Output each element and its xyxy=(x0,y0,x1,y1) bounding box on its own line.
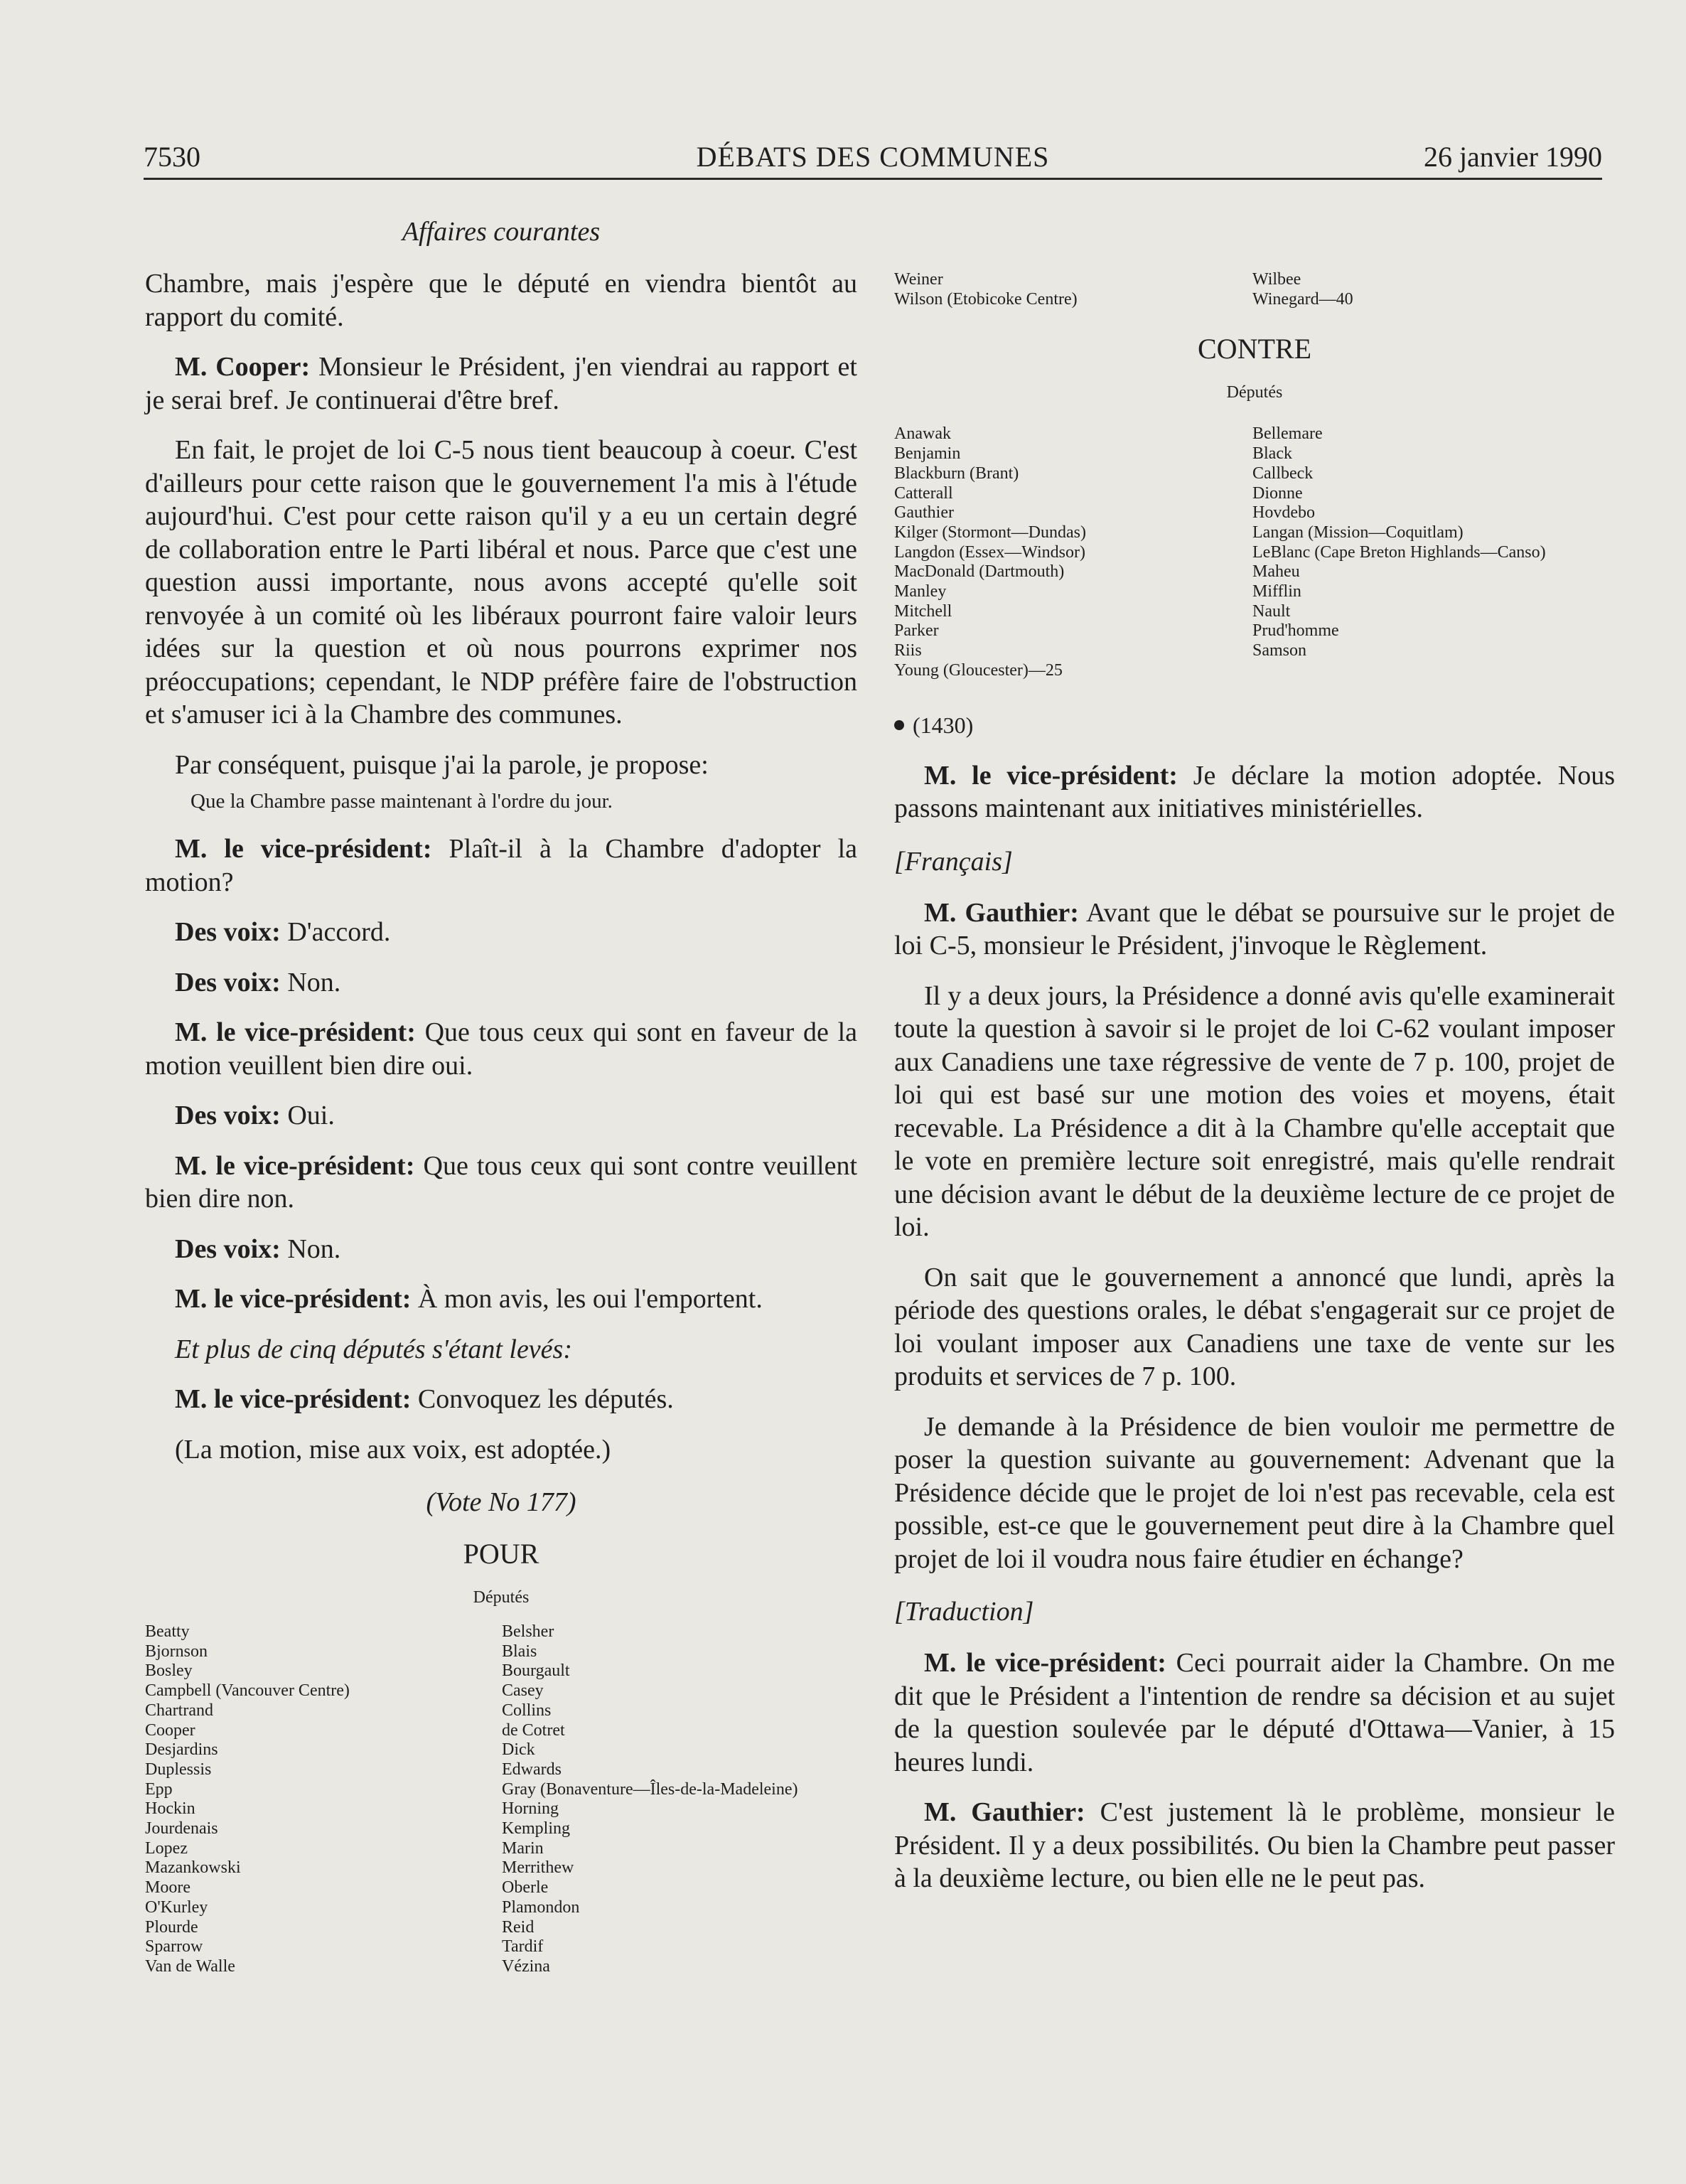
member-name: Blais xyxy=(502,1642,537,1661)
member-name: Epp xyxy=(145,1779,173,1799)
member-name: Sparrow xyxy=(145,1937,203,1956)
speaker-name: Des voix: xyxy=(175,1101,281,1130)
speech-paragraph xyxy=(894,1647,1615,1779)
name-column xyxy=(502,1622,798,1977)
paragraph: Par conséquent, puisque j'ai la parole, je propose: xyxy=(175,749,709,780)
member-name: Collins xyxy=(502,1701,552,1720)
speech-paragraph xyxy=(145,1283,857,1316)
speaker-name: M. le vice-président: xyxy=(175,1284,412,1314)
speaker-name: M. le vice-président: xyxy=(175,834,432,864)
name-column xyxy=(1252,424,1546,680)
member-name: Blackburn (Brant) xyxy=(894,464,1019,483)
member-name: de Cotret xyxy=(502,1720,565,1740)
header-rule xyxy=(144,178,1602,180)
member-name: Gray (Bonaventure—Îles-de-la-Madeleine) xyxy=(502,1779,798,1799)
member-name: Dionne xyxy=(1252,483,1303,503)
speaker-name: M. le vice-président: xyxy=(175,1150,415,1181)
member-name: Manley xyxy=(894,582,947,601)
member-name: Casey xyxy=(502,1681,544,1701)
member-name: Bjornson xyxy=(145,1642,208,1661)
member-name: Tardif xyxy=(502,1937,544,1956)
vote-pour-heading: POUR xyxy=(463,1538,539,1570)
member-name: Desjardins xyxy=(145,1740,218,1760)
publication-title: DÉBATS DES COMMUNES xyxy=(696,141,1050,173)
member-name: Plamondon xyxy=(502,1897,580,1917)
member-name: Wilson (Etobicoke Centre) xyxy=(894,289,1078,309)
member-name: Mifflin xyxy=(1252,582,1301,601)
member-name: Merrithew xyxy=(502,1858,574,1878)
member-name: Hockin xyxy=(145,1799,195,1819)
member-name: Beatty xyxy=(145,1622,190,1641)
speech-text: Que tous ceux qui sont en faveur de la motion veuillent bien dire oui. xyxy=(145,1017,857,1081)
member-name: Bourgault xyxy=(502,1661,570,1681)
member-name: MacDonald (Dartmouth) xyxy=(894,562,1065,582)
speech-text: D'accord. xyxy=(280,917,391,947)
speech-paragraph xyxy=(145,350,857,417)
speaker-name: M. le vice-président: xyxy=(175,1017,416,1047)
member-name: Reid xyxy=(502,1917,535,1937)
member-name: Benjamin xyxy=(894,444,961,464)
member-name: Callbeck xyxy=(1252,464,1314,483)
member-name: Langdon (Essex—Windsor) xyxy=(894,542,1085,562)
speaker-name: M. Gauthier: xyxy=(924,897,1079,928)
name-column xyxy=(894,270,1252,309)
member-name: Plourde xyxy=(145,1917,198,1937)
paragraph: Il y a deux jours, la Présidence a donné avis qu'elle examinerait toute la question à savoir si le projet de loi C-62 voulant imposer aux Canadiens une taxe régressive de vente de 7 p. 100, projet de loi qui est basé sur une motion des voies et moyens, était recevable. La Présidence a dit à la Chambre qu'elle acceptait que le vote en première lecture soit enregistré, mais qu'elle rendrait une décision avant le début de la deuxième lecture de ce projet de loi. xyxy=(894,980,1615,1243)
timestamp-text: (1430) xyxy=(913,712,974,738)
member-name: Winegard—40 xyxy=(1252,289,1353,309)
member-name: Gauthier xyxy=(894,503,954,523)
member-name: Bellemare xyxy=(1252,424,1323,444)
speaker-name: Des voix: xyxy=(175,967,281,997)
member-name: Belsher xyxy=(502,1622,554,1641)
name-column xyxy=(1252,270,1353,309)
running-header xyxy=(144,139,1602,182)
pour-name-list-continued xyxy=(894,270,1615,309)
member-name: Van de Walle xyxy=(145,1956,235,1976)
speaker-name: M. le vice-président: xyxy=(924,1648,1166,1679)
member-name: Edwards xyxy=(502,1760,562,1779)
speaker-name: Des voix: xyxy=(175,917,281,947)
speech-text: Je déclare la motion adoptée. Nous passons maintenant aux initiatives ministérielles. xyxy=(894,760,1615,824)
speech-text: Plaît-il à la Chambre d'adopter la motion? xyxy=(145,834,857,897)
member-name: Cooper xyxy=(145,1720,195,1740)
member-name: Kilger (Stormont—Dundas) xyxy=(894,523,1086,542)
member-name: Mazankowski xyxy=(145,1858,241,1878)
member-name: Lopez xyxy=(145,1838,188,1858)
member-name: Mitchell xyxy=(894,601,952,621)
speaker-name: Des voix: xyxy=(175,1233,281,1264)
paragraph: Je demande à la Présidence de bien vouloir me permettre de poser la question suivante au gouvernement: Advenant que la Présidence décide que le projet de loi n'est pas recevable, cela est possible, est-ce que le gouvernement peut dire à la Chambre quel projet de loi il voudra nous faire étudier en échange? xyxy=(894,1411,1615,1574)
speech-paragraph xyxy=(145,1016,857,1082)
speech-paragraph xyxy=(145,1150,857,1216)
speech-paragraph xyxy=(894,759,1615,825)
speech-text: À mon avis, les oui l'emportent. xyxy=(411,1284,763,1314)
member-name: LeBlanc (Cape Breton Highlands—Canso) xyxy=(1252,542,1546,562)
member-name: Wilbee xyxy=(1252,270,1301,289)
member-name: Vézina xyxy=(502,1956,550,1976)
speech-text: Non. xyxy=(280,967,341,997)
paragraph: En fait, le projet de loi C-5 nous tient beaucoup à coeur. C'est d'ailleurs pour cette raison que le gouvernement l'a mis à l'étude aujourd'hui. C'est pour cette raison qu'il y a eu un certain degré de collaboration entre le Parti libéral et nous. Parce que c'est une question aussi importante, nous avons accepté qu'elle soit renvoyée à un comité où les libéraux pourront faire valoir leurs idées sur la question et où nous pourrons exprimer nos préoccupations; cependant, le NDP préfère faire de l'obstruction et s'amuser ici à la Chambre des communes. xyxy=(145,435,857,729)
member-name: Moore xyxy=(145,1878,190,1897)
member-name: Campbell (Vancouver Centre) xyxy=(145,1681,350,1701)
member-name: Anawak xyxy=(894,424,951,444)
speech-text: Convoquez les députés. xyxy=(411,1384,674,1414)
vote-pour-subheading: Députés xyxy=(473,1588,530,1607)
language-marker: [Traduction] xyxy=(894,1597,1034,1627)
paragraph: On sait que le gouvernement a annoncé que lundi, après la période des questions orales, le débat s'engagerait sur ce projet de loi voulant imposer aux Canadiens une taxe de vente sur les produits et services de 7 p. 100. xyxy=(894,1262,1615,1392)
speech-text: Avant que le débat se poursuive sur le projet de loi C-5, monsieur le Président, j'invoque le Règlement. xyxy=(894,897,1615,961)
member-name: Langan (Mission—Coquitlam) xyxy=(1252,523,1464,542)
bullet-icon xyxy=(894,720,904,730)
motion-text: Que la Chambre passe maintenant à l'ordre du jour. xyxy=(190,790,613,813)
member-name: Marin xyxy=(502,1838,544,1858)
speaker-name: M. Cooper: xyxy=(175,352,311,382)
contre-name-list xyxy=(894,424,1615,680)
member-name: Kempling xyxy=(502,1819,570,1838)
member-name: Parker xyxy=(894,621,939,641)
speech-paragraph xyxy=(145,1383,857,1416)
speech-paragraph xyxy=(145,833,857,899)
member-name: Hovdebo xyxy=(1252,503,1315,523)
stage-direction: Et plus de cinq députés s'étant levés: xyxy=(175,1334,572,1364)
member-name: Samson xyxy=(1252,641,1307,660)
member-name: Maheu xyxy=(1252,562,1300,582)
member-name: Oberle xyxy=(502,1878,549,1897)
speech-text: Oui. xyxy=(280,1101,335,1130)
member-name: Nault xyxy=(1252,601,1291,621)
pour-name-list xyxy=(145,1622,857,1977)
speech-paragraph xyxy=(145,1099,857,1133)
vote-contre-heading: CONTRE xyxy=(1198,333,1311,365)
member-name: Horning xyxy=(502,1799,559,1819)
member-name: Dick xyxy=(502,1740,535,1760)
speech-paragraph xyxy=(894,1796,1615,1895)
member-name: Jourdenais xyxy=(145,1819,218,1838)
speech-text: C'est justement là le problème, monsieur le Président. Il y a deux possibilités. Ou bien la Chambre peut passer à la deuxième lecture, ou bien elle ne le peut pas. xyxy=(894,1797,1615,1894)
speech-text: Non. xyxy=(280,1233,341,1264)
speech-text: Que tous ceux qui sont contre veuillent bien dire non. xyxy=(145,1150,857,1214)
speech-paragraph xyxy=(894,896,1615,963)
speaker-name: M. le vice-président: xyxy=(924,760,1178,791)
speech-paragraph xyxy=(145,1233,857,1266)
name-column xyxy=(145,1622,502,1977)
member-name: Chartrand xyxy=(145,1701,213,1720)
speech-paragraph xyxy=(145,966,857,1000)
left-column xyxy=(145,213,857,1977)
right-column xyxy=(894,270,1615,1895)
speech-text: Ceci pourrait aider la Chambre. On me dit que le Président a l'intention de rendre sa décision et au sujet de la question soulevée par le député d'Ottawa—Vanier, à 15 heures lundi. xyxy=(894,1648,1616,1777)
member-name: Catterall xyxy=(894,483,953,503)
member-name: Riis xyxy=(894,641,922,660)
timestamp xyxy=(894,710,1615,741)
header-date: 26 janvier 1990 xyxy=(1423,141,1602,173)
member-name: Duplessis xyxy=(145,1760,212,1779)
section-heading: Affaires courantes xyxy=(402,217,601,247)
member-name: Black xyxy=(1252,444,1292,464)
vote-number: (Vote No 177) xyxy=(426,1487,576,1517)
member-name: O'Kurley xyxy=(145,1897,208,1917)
name-column xyxy=(894,424,1252,680)
member-name: Weiner xyxy=(894,270,943,289)
speaker-name: M. Gauthier: xyxy=(924,1797,1085,1828)
page-number: 7530 xyxy=(144,141,200,173)
speaker-name: M. le vice-président: xyxy=(175,1384,412,1414)
language-marker: [Français] xyxy=(894,846,1013,877)
motion-result: (La motion, mise aux voix, est adoptée.) xyxy=(175,1434,611,1465)
member-name: Young (Gloucester)—25 xyxy=(894,660,1063,680)
paragraph: Chambre, mais j'espère que le député en viendra bientôt au rapport du comité. xyxy=(145,269,857,332)
vote-contre-subheading: Députés xyxy=(1226,383,1283,402)
member-name: Prud'homme xyxy=(1252,621,1339,641)
speech-paragraph xyxy=(145,916,857,949)
member-name: Bosley xyxy=(145,1661,193,1681)
speech-text: Monsieur le Président, j'en viendrai au rapport et je serai bref. Je continuerai d'être bref. xyxy=(145,352,857,415)
